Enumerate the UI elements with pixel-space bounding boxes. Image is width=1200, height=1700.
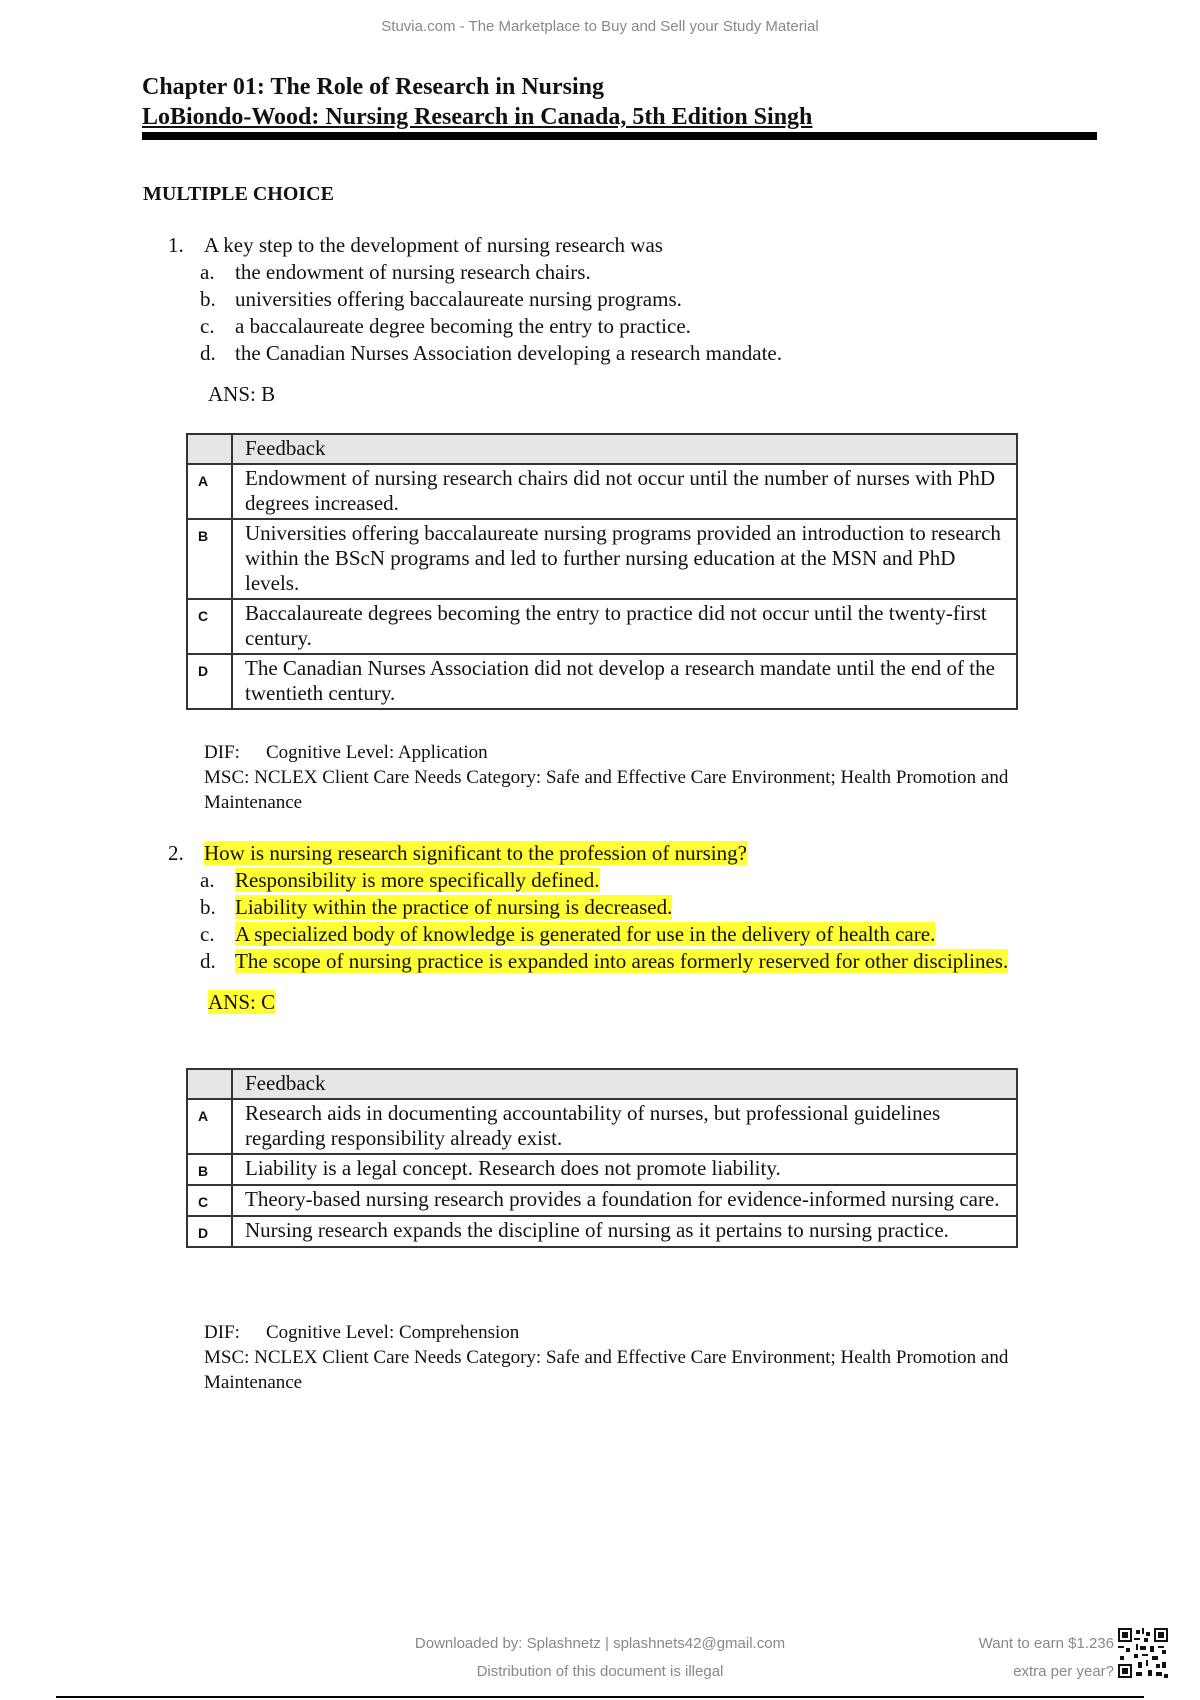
- option-b: b. Liability within the practice of nursing is decreased.: [200, 895, 673, 919]
- site-banner: Stuvia.com - The Marketplace to Buy and Sell your Study Material: [381, 18, 819, 35]
- msc-category: MSC: NCLEX Client Care Needs Category: Safe and Effective Care Environment; Health Promotion and Maintenance: [204, 767, 1009, 813]
- earn-line-2: extra per year?: [1013, 1663, 1114, 1680]
- question-1-meta: [204, 740, 1104, 815]
- header-rule: [142, 132, 1097, 140]
- footer-download-info: [300, 1630, 900, 1686]
- feedback-table-2: [186, 1068, 1018, 1248]
- feedback-row: A Research aids in documenting accountability of nurses, but professional guidelines regarding responsibility already exist.: [187, 1099, 1017, 1154]
- msc-category: MSC: NCLEX Client Care Needs Category: Safe and Effective Care Environment; Health Promotion and Maintenance: [204, 1347, 1009, 1393]
- feedback-row: A Endowment of nursing research chairs did not occur until the number of nurses with PhD degrees increased.: [187, 464, 1017, 519]
- feedback-row: B Universities offering baccalaureate nursing programs provided an introduction to research within the BScN programs and led to further nursing education at the MSN and PhD levels.: [187, 519, 1017, 599]
- section-title: MULTIPLE CHOICE: [143, 183, 334, 205]
- question-text: How is nursing research significant to the profession of nursing?: [204, 841, 747, 865]
- feedback-row: D Nursing research expands the discipline of nursing as it pertains to nursing practice.: [187, 1216, 1017, 1247]
- option-a: a. Responsibility is more specifically defined.: [200, 868, 600, 892]
- qr-code-icon[interactable]: [1118, 1628, 1168, 1678]
- earn-promo[interactable]: [979, 1630, 1114, 1686]
- question-stem: [168, 840, 1078, 867]
- question-number: 1.: [168, 233, 184, 257]
- question-number: 2.: [168, 841, 184, 865]
- option-d: d. the Canadian Nurses Association developing a research mandate.: [200, 341, 782, 365]
- difficulty: DIF: Cognitive Level: Comprehension: [204, 1322, 520, 1343]
- feedback-table-1: [186, 433, 1018, 710]
- question-stem: [168, 232, 1078, 259]
- answer: ANS: C: [208, 990, 276, 1014]
- feedback-row: D The Canadian Nurses Association did not develop a research mandate until the end of the twentieth century.: [187, 654, 1017, 709]
- distribution-notice: Distribution of this document is illegal: [476, 1663, 724, 1680]
- feedback-header-row: Feedback: [187, 434, 1017, 464]
- feedback-header-row: Feedback: [187, 1069, 1017, 1099]
- option-c: c. a baccalaureate degree becoming the entry to practice.: [200, 314, 691, 338]
- question-1: [168, 232, 1078, 408]
- option-d: d. The scope of nursing practice is expanded into areas formerly reserved for other disciplines.: [200, 949, 1009, 973]
- earn-line-1: Want to earn $1.236: [978, 1635, 1114, 1652]
- difficulty: DIF: Cognitive Level: Application: [204, 742, 488, 763]
- bottom-rule: [56, 1696, 1144, 1698]
- book-title: LoBiondo-Wood: Nursing Research in Canada, 5th Edition Singh: [142, 104, 813, 130]
- feedback-row: B Liability is a legal concept. Research does not promote liability.: [187, 1154, 1017, 1185]
- question-text: A key step to the development of nursing research was: [204, 233, 663, 257]
- feedback-row: C Baccalaureate degrees becoming the entry to practice did not occur until the twenty-first century.: [187, 599, 1017, 654]
- downloaded-by: Downloaded by: Splashnetz | splashnets42@gmail.com: [414, 1635, 786, 1652]
- chapter-title: Chapter 01: The Role of Research in Nursing: [142, 74, 604, 100]
- feedback-row: C Theory-based nursing research provides a foundation for evidence-informed nursing care.: [187, 1185, 1017, 1216]
- option-c: c. A specialized body of knowledge is generated for use in the delivery of health care.: [200, 922, 936, 946]
- question-2: [168, 840, 1078, 1016]
- document-header: [142, 72, 1097, 140]
- answer: ANS: B: [208, 382, 276, 406]
- option-a: a. the endowment of nursing research chairs.: [200, 260, 591, 284]
- option-b: b. universities offering baccalaureate nursing programs.: [200, 287, 682, 311]
- question-2-meta: [204, 1320, 1104, 1395]
